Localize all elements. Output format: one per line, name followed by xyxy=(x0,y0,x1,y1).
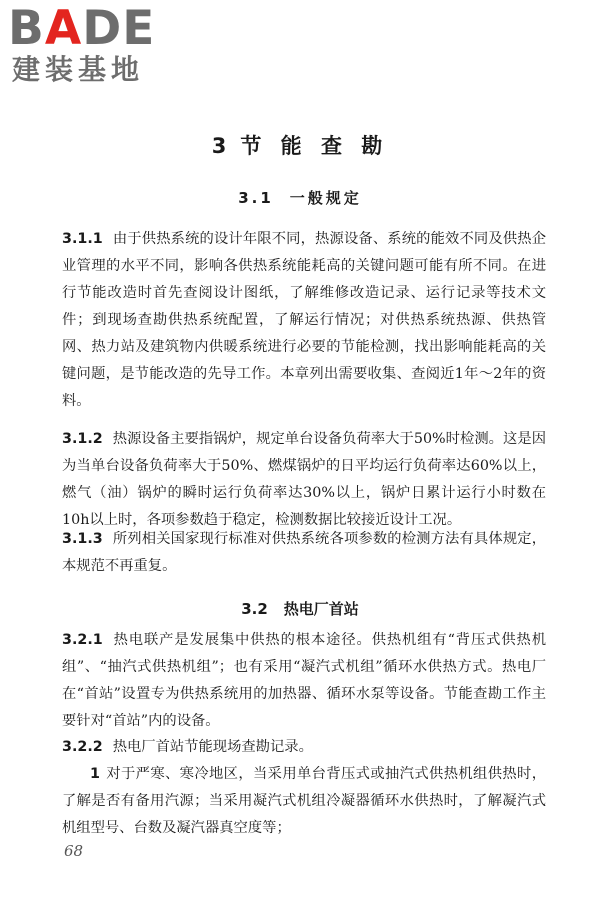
clause-number: 3.1.1 xyxy=(62,231,103,247)
clause-number: 3.1.2 xyxy=(62,431,103,447)
clause-text: 热电联产是发展集中供热的根本途径。供热机组有“背压式供热机组”、“抽汽式供热机组”；也有采用“凝汽式机组”循环水供热方式。热电厂在“首站”设置专为供热系统用的加热器、循环水泵等设备。节能查勘工作主要针对“首站”内的设备。 xyxy=(62,632,546,729)
clause-item-1 xyxy=(62,761,546,842)
clause-3-1-3 xyxy=(62,526,546,580)
clause-3-2-2 xyxy=(62,734,546,761)
logo-subtitle: 建装基地 xyxy=(12,53,145,86)
logo-wordmark: BADE xyxy=(8,1,156,56)
clause-text: 热电厂首站节能现场查勘记录。 xyxy=(112,739,313,755)
section-heading-3-1 xyxy=(0,187,600,208)
section-number: 3.1 xyxy=(238,189,274,207)
clause-3-2-1 xyxy=(62,627,546,735)
section-number: 3.2 xyxy=(241,600,268,618)
section-title-text: 热电厂首站 xyxy=(283,600,359,618)
chapter-title-text: 节 能 查 勘 xyxy=(240,134,389,158)
chapter-number: 3 xyxy=(211,134,227,158)
clause-3-1-1 xyxy=(62,226,546,415)
item-text: 对于严寒、寒冷地区，当采用单台背压式或抽汽式供热机组供热时，了解是否有备用汽源；当采用凝汽式机组冷凝器循环水供热时，了解凝汽式机组型号、台数及凝汽器真空度等； xyxy=(62,766,546,836)
clause-text: 所列相关国家现行标准对供热系统各项参数的检测方法有具体规定，本规范不再重复。 xyxy=(62,531,546,574)
clause-number: 3.2.2 xyxy=(62,739,103,755)
section-heading-3-2 xyxy=(0,598,600,619)
publisher-logo xyxy=(8,1,178,86)
clause-3-1-2 xyxy=(62,426,546,534)
clause-text: 由于供热系统的设计年限不同，热源设备、系统的能效不同及供热企业管理的水平不同，影响各供热系统能耗高的关键问题可能有所不同。在进行节能改造时首先查阅设计图纸，了解维修改造记录、运行记录等技术文件；到现场查勘供热系统配置，了解运行情况；对供热系统热源、供热管网、热力站及建筑物内供暖系统进行必要的节能检测，找出影响能耗高的关键问题，是节能改造的先导工作。本章列出需要收集、查阅近1年～2年的资料。 xyxy=(62,231,546,409)
item-number: 1 xyxy=(90,766,100,782)
page-number: 68 xyxy=(64,842,84,860)
clause-number: 3.2.1 xyxy=(62,632,103,648)
section-title-text: 一般规定 xyxy=(289,189,362,207)
clause-number: 3.1.3 xyxy=(62,531,103,547)
chapter-title xyxy=(0,130,600,160)
clause-text: 热源设备主要指锅炉，规定单台设备负荷率大于50%时检测。这是因为当单台设备负荷率大于50%、燃煤锅炉的日平均运行负荷率达60%以上，燃气（油）锅炉的瞬时运行负荷率达30%以上，锅炉日累计运行小时数在10h以上时，各项参数趋于稳定，检测数据比较接近设计工况。 xyxy=(62,431,546,528)
